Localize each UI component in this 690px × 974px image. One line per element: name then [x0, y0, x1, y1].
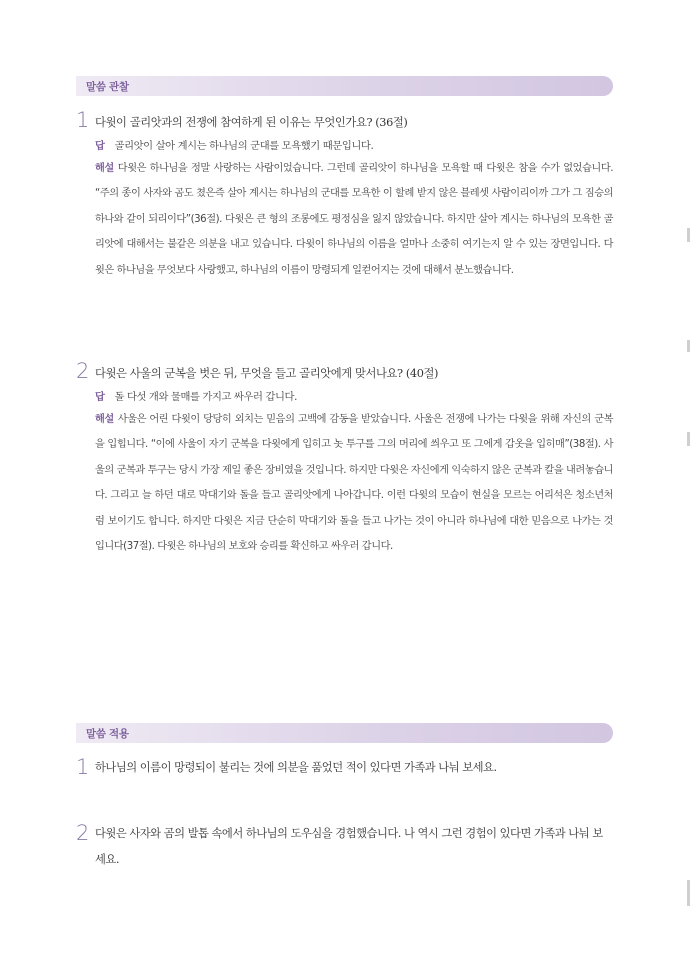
observation-header-bar: [76, 76, 613, 96]
answer-tag: 답: [95, 140, 105, 152]
question-2-text: 다윗은 사울의 군복을 벗은 뒤, 무엇을 들고 골리앗에게 맞서나요? (40절): [95, 367, 439, 380]
application-1-text: 하나님의 이름이 망령되이 불리는 것에 의분을 품었던 적이 있다면 가족과 나눠 보세요.: [95, 761, 497, 774]
application-header: 말씀 적용: [86, 728, 129, 740]
explanation-tag: 해설: [95, 163, 114, 174]
answer-text: 골리앗이 살아 계시는 하나님의 군대를 모욕했기 때문입니다.: [114, 140, 374, 152]
explanation-tag: 해설: [95, 414, 114, 425]
question-1-answer: [95, 137, 373, 152]
answer-tag: 답: [95, 391, 105, 403]
application-header-bar: [76, 723, 613, 743]
application-2-text: 다윗은 사자와 곰의 발톱 속에서 하나님의 도우심을 경험했습니다. 나 역시 그런 경험이 있다면 가족과 나눠 보세요.: [95, 827, 603, 866]
application-2-number: 2: [76, 821, 90, 845]
explanation-text: 다윗은 하나님을 정말 사랑하는 사람이었습니다. 그런데 골리앗이 하나님을 모욕할 때 다윗은 참을 수가 없었습니다. “주의 종이 사자와 곰도 쳤은즉 살아 계시는 하나님의 군대를 모욕한 이 할례 받지 않은 블레셋 사람이리이까 그가 그 짐승의 하나와 같이 되리이다”(36절). 다윗은 큰 형의 조롱에도 평정심을 잃지 않았습니다. 하지만 살아 계시는 하나님의 모욕한 골리앗에 대해서는 불같은 의분을 내고 있습니다. 다윗이 하나님의 이름을 얼마나 소중히 여기는지 알 수 있는 장면입니다. 다윗은 하나님을 무엇보다 사랑했고, 하나님의 이름이 망령되게 일컫어지는 것에 대해서 분노했습니다.: [95, 163, 613, 276]
observation-header: 말씀 관찰: [86, 81, 129, 93]
question-2-answer: [95, 388, 297, 403]
explanation-text: 사울은 어린 다윗이 당당히 외치는 믿음의 고백에 감동을 받았습니다. 사울은 전쟁에 나가는 다윗을 위해 자신의 군복을 입힙니다. “이에 사울이 자기 군복을 다윗에게 입히고 놋 투구를 그의 머리에 씌우고 또 그에게 갑옷을 입히매”(38절). 사울의 군복과 투구는 당시 가장 제일 좋은 장비였을 것입니다. 하지만 다윗은 자신에게 익숙하지 않은 군복과 칼을 내려놓습니다. 그리고 늘 하던 대로 막대기와 돌을 들고 골리앗에게 나아갑니다. 이런 다윗의 모습이 현실을 모르는 어리석은 청소년처럼 보이기도 합니다. 하지만 다윗은 지금 단순히 막대기와 돌을 들고 나가는 것이 아니라 하나님에 대한 믿음으로 나가는 것입니다(37절). 다윗은 하나님의 보호와 승리를 확신하고 싸우러 갑니다.: [95, 414, 613, 553]
question-2-number: 2: [76, 359, 90, 383]
application-1-number: 1: [76, 755, 90, 779]
question-1-text: 다윗이 골리앗과의 전쟁에 참여하게 된 이유는 무엇인가요? (36절): [95, 116, 408, 129]
question-2-explanation: [95, 407, 613, 559]
question-1-explanation: [95, 156, 613, 283]
answer-text: 돌 다섯 개와 물매를 가지고 싸우러 갑니다.: [114, 391, 297, 403]
question-1-number: 1: [76, 108, 90, 132]
